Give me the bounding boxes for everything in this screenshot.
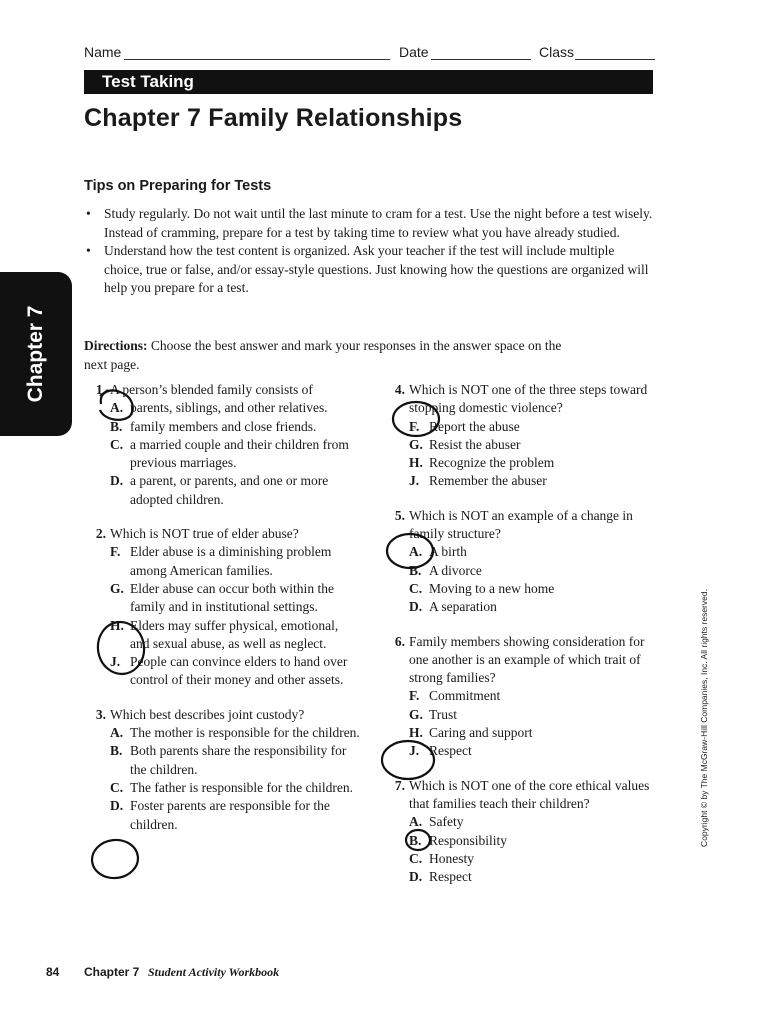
question-number: 6. bbox=[394, 633, 405, 649]
answer-option[interactable] bbox=[387, 472, 655, 490]
question-stem: Which is NOT an example of a change in family structure? bbox=[409, 507, 633, 542]
option-letter: F. bbox=[409, 688, 420, 704]
option-text: People can convince elders to hand over control of their money and other assets. bbox=[130, 654, 348, 688]
answer-option[interactable] bbox=[88, 436, 360, 473]
option-letter: J. bbox=[110, 654, 121, 670]
option-letter: G. bbox=[409, 436, 423, 452]
option-letter: C. bbox=[110, 779, 124, 795]
directions-label: Directions: bbox=[84, 338, 148, 353]
footer-workbook-title: Student Activity Workbook bbox=[148, 965, 280, 979]
option-text: Elder abuse can occur both within the family and in institutional settings. bbox=[130, 580, 334, 615]
answer-option[interactable] bbox=[88, 797, 360, 834]
option-text: Respect bbox=[429, 743, 472, 759]
date-label: Date bbox=[399, 44, 429, 60]
question-4 bbox=[387, 381, 655, 491]
answer-option[interactable] bbox=[387, 580, 655, 598]
option-letter: H. bbox=[110, 617, 124, 633]
option-letter: F. bbox=[409, 418, 420, 434]
answer-option[interactable] bbox=[387, 543, 655, 561]
date-field-line bbox=[431, 59, 531, 60]
option-text: Moving to a new home bbox=[429, 580, 555, 596]
question-number: 1. bbox=[95, 382, 106, 397]
option-letter: F. bbox=[110, 544, 121, 560]
option-letter: B. bbox=[110, 743, 123, 759]
name-label: Name bbox=[84, 44, 122, 60]
question-column-right bbox=[387, 381, 655, 902]
option-letter: B. bbox=[409, 832, 422, 848]
option-text: A divorce bbox=[429, 562, 482, 578]
option-letter: A. bbox=[110, 725, 124, 741]
option-letter: G. bbox=[409, 706, 423, 722]
option-letter: G. bbox=[110, 580, 124, 596]
answer-option[interactable] bbox=[387, 454, 655, 472]
option-letter: B. bbox=[409, 562, 422, 578]
option-letter: C. bbox=[110, 436, 124, 452]
answer-option[interactable] bbox=[88, 580, 360, 617]
option-text: Remember the abuser bbox=[429, 473, 547, 489]
tips-list bbox=[84, 205, 654, 298]
option-letter: J. bbox=[409, 473, 420, 489]
option-text: The mother is responsible for the children. bbox=[130, 725, 360, 741]
question-number: 5. bbox=[394, 507, 405, 523]
answer-option[interactable] bbox=[387, 832, 655, 850]
option-text: Respect bbox=[429, 869, 472, 885]
option-text: Trust bbox=[429, 706, 458, 722]
question-1 bbox=[88, 381, 360, 509]
option-text: Caring and support bbox=[429, 725, 533, 741]
answer-option[interactable] bbox=[387, 724, 655, 742]
option-letter: D. bbox=[110, 473, 124, 489]
option-text: Elders may suffer physical, emotional, and sexual abuse, as well as neglect. bbox=[130, 617, 339, 651]
tip-item: • Understand how the test content is organized. Ask your teacher if the test will include multiple choice, true or false, and/or essay-style questions. Just knowing how the questions are organized will help you prepare for a test. bbox=[84, 242, 654, 298]
name-field-line bbox=[124, 59, 390, 60]
option-text: a married couple and their children from previous marriages. bbox=[130, 436, 349, 471]
option-text: family members and close friends. bbox=[130, 418, 317, 434]
footer-chapter: Chapter 7 bbox=[84, 965, 140, 979]
answer-option[interactable] bbox=[88, 399, 360, 417]
option-text: a parent, or parents, and one or more adopted children. bbox=[130, 473, 329, 507]
question-6 bbox=[387, 633, 655, 761]
page-number: 84 bbox=[46, 965, 60, 979]
question-2 bbox=[88, 525, 360, 690]
answer-option[interactable] bbox=[88, 472, 360, 509]
question-column-left bbox=[88, 381, 360, 850]
option-letter: C. bbox=[409, 850, 423, 866]
directions-text: Choose the best answer and mark your responses in the answer space on the next page. bbox=[84, 338, 562, 372]
answer-option[interactable] bbox=[88, 617, 360, 654]
option-text: Elder abuse is a diminishing problem among American families. bbox=[130, 544, 332, 578]
question-5 bbox=[387, 507, 655, 617]
option-text: Honesty bbox=[429, 850, 474, 866]
answer-option[interactable] bbox=[387, 418, 655, 436]
side-tab-label: Chapter 7 bbox=[24, 305, 47, 403]
answer-option[interactable] bbox=[387, 742, 655, 760]
question-number: 4. bbox=[394, 382, 405, 397]
chapter-side-tab bbox=[0, 272, 72, 436]
option-text: Commitment bbox=[429, 688, 501, 704]
question-stem: Which best describes joint custody? bbox=[110, 706, 305, 722]
answer-option[interactable] bbox=[387, 436, 655, 454]
answer-option[interactable] bbox=[387, 687, 655, 705]
option-letter: D. bbox=[409, 869, 423, 885]
question-stem: Which is NOT true of elder abuse? bbox=[110, 526, 299, 542]
answer-option[interactable] bbox=[387, 598, 655, 616]
directions bbox=[84, 337, 564, 374]
question-7 bbox=[387, 777, 655, 887]
option-letter: A. bbox=[110, 400, 124, 416]
option-text: Foster parents are responsible for the children. bbox=[130, 798, 330, 832]
tip-item: • Study regularly. Do not wait until the last minute to cram for a test. Use the night before a test wisely. Instead of cramming, prepare for a test by taking time to review what you have already studied. bbox=[84, 205, 654, 242]
section-banner: Test Taking bbox=[84, 70, 653, 94]
answer-option[interactable] bbox=[387, 813, 655, 831]
class-field-line bbox=[575, 59, 655, 60]
answer-option[interactable] bbox=[88, 653, 360, 690]
answer-option[interactable] bbox=[387, 868, 655, 886]
option-letter: C. bbox=[409, 580, 423, 596]
page-footer bbox=[46, 965, 280, 979]
option-text: Report the abuse bbox=[429, 418, 520, 434]
option-letter: A. bbox=[409, 544, 423, 560]
answer-option[interactable] bbox=[387, 706, 655, 724]
option-text: Responsibility bbox=[429, 832, 508, 848]
option-text: Recognize the problem bbox=[429, 455, 555, 471]
option-letter: H. bbox=[409, 725, 423, 741]
answer-option[interactable] bbox=[387, 562, 655, 580]
option-text: The father is responsible for the children. bbox=[130, 779, 354, 795]
header-fields bbox=[84, 44, 656, 62]
answer-option[interactable] bbox=[88, 779, 360, 797]
chapter-title: Chapter 7 Family Relationships bbox=[84, 104, 463, 132]
answer-option[interactable] bbox=[88, 742, 360, 779]
question-number: 3. bbox=[95, 706, 106, 722]
option-letter: J. bbox=[409, 743, 420, 759]
copyright-notice: Copyright © by The McGraw-Hill Companies, Inc. All rights reserved. bbox=[699, 589, 709, 847]
option-letter: D. bbox=[110, 798, 124, 814]
question-stem: A person’s blended family consists of bbox=[110, 382, 313, 397]
answer-option[interactable] bbox=[387, 850, 655, 868]
option-letter: H. bbox=[409, 455, 423, 471]
tips-heading: Tips on Preparing for Tests bbox=[84, 178, 272, 194]
question-stem: Family members showing consideration for one another is an example of which trait of strong families? bbox=[409, 633, 645, 686]
option-letter: B. bbox=[110, 418, 123, 434]
option-text: A birth bbox=[429, 544, 467, 560]
question-number: 7. bbox=[394, 777, 405, 793]
answer-option[interactable] bbox=[88, 543, 360, 580]
answer-option[interactable] bbox=[88, 724, 360, 742]
option-letter: D. bbox=[409, 599, 423, 615]
option-text: Resist the abuser bbox=[429, 436, 521, 452]
option-text: Both parents share the responsibility for the children. bbox=[130, 743, 347, 777]
question-3 bbox=[88, 706, 360, 834]
question-stem: Which is NOT one of the three steps toward stopping domestic violence? bbox=[409, 382, 648, 416]
question-number: 2. bbox=[95, 526, 106, 542]
option-text: parents, siblings, and other relatives. bbox=[130, 400, 328, 416]
answer-option[interactable] bbox=[88, 418, 360, 436]
option-text: Safety bbox=[429, 814, 464, 830]
option-letter: A. bbox=[409, 814, 423, 830]
question-stem: Which is NOT one of the core ethical values that families teach their children? bbox=[409, 777, 650, 811]
option-text: A separation bbox=[429, 599, 497, 615]
class-label: Class bbox=[539, 44, 575, 60]
